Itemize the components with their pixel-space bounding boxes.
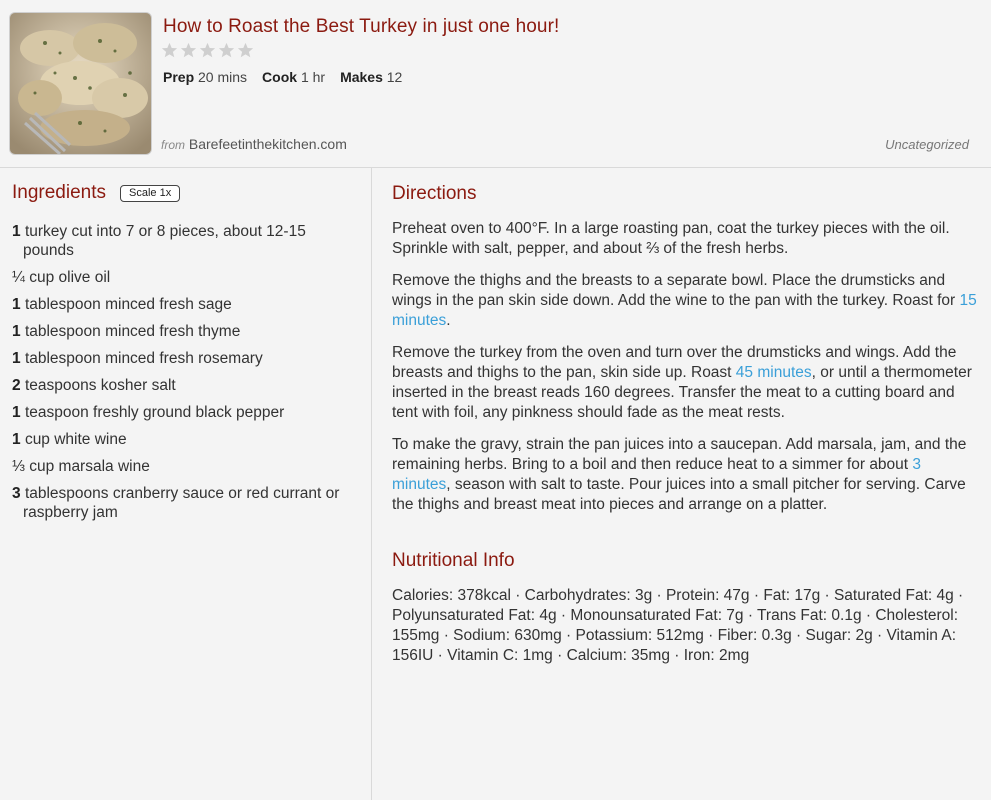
direction-steps bbox=[392, 219, 977, 515]
prep-label: Prep bbox=[163, 69, 195, 85]
prep-value: 20 mins bbox=[198, 69, 248, 85]
ingredient-quantity: 1 bbox=[12, 323, 21, 340]
timer-link[interactable]: 3 minutes bbox=[392, 456, 922, 493]
ingredient-text: cup white wine bbox=[24, 431, 127, 448]
direction-step bbox=[392, 271, 977, 331]
recipe-source bbox=[161, 136, 347, 152]
source-link[interactable]: Barefeetinthekitchen.com bbox=[188, 136, 347, 152]
direction-step bbox=[392, 343, 977, 423]
column-divider bbox=[371, 168, 372, 800]
timer-link[interactable]: 45 minutes bbox=[735, 364, 812, 381]
makes-label: Makes bbox=[340, 69, 383, 85]
step-text: Remove the thighs and the breasts to a separate bowl. Place the drumsticks and wings in the pan skin side down. Add the wine to the pan with the turkey. Roast for bbox=[392, 272, 960, 309]
direction-step bbox=[392, 219, 977, 259]
roast-turkey-image bbox=[10, 13, 151, 154]
ingredient-item bbox=[12, 268, 357, 287]
step-text: To make the gravy, strain the pan juices into a saucepan. Add marsala, jam, and the remaining herbs. Bring to a boil and then reduce heat to a simmer for about bbox=[392, 436, 967, 473]
cook-value: 1 hr bbox=[300, 69, 326, 85]
recipe-title: How to Roast the Best Turkey in just one hour! bbox=[163, 16, 560, 37]
ingredient-item bbox=[12, 222, 357, 260]
ingredient-text: tablespoon minced fresh thyme bbox=[24, 323, 241, 340]
ingredient-quantity: 1 bbox=[12, 223, 21, 240]
recipe-photo[interactable] bbox=[10, 13, 151, 154]
nutrition-facts: Calories: 378kcal · Carbohydrates: 3g · Protein: 47g · Fat: 17g · Saturated Fat: 4g · Polyunsaturated Fat: 4g · Monounsaturated Fat: 7g · Trans Fat: 0.1g · Cholesterol: 155mg · Sodium: 630mg · Potassium: 512mg · Fiber: 0.3g · Sugar: 2g · Vitamin A: 156IU · Vitamin C: 1mg · Calcium: 35mg · Iron: 2mg bbox=[392, 587, 964, 664]
ingredient-text: tablespoon minced fresh rosemary bbox=[24, 350, 263, 367]
star-icon[interactable] bbox=[161, 42, 178, 59]
direction-step bbox=[392, 435, 977, 515]
ingredient-item bbox=[12, 430, 357, 449]
step-text: , season with salt to taste. Pour juices into a small pitcher for serving. Carve the thighs and breast meat into pieces and arrange on a platter. bbox=[392, 476, 966, 513]
ingredient-text: tablespoon minced fresh sage bbox=[24, 296, 232, 313]
ingredient-text: teaspoon freshly ground black pepper bbox=[24, 404, 285, 421]
recipe-meta bbox=[163, 69, 417, 85]
ingredient-item bbox=[12, 349, 357, 368]
directions-title: Directions bbox=[392, 183, 477, 204]
timer-link[interactable]: 15 minutes bbox=[392, 292, 977, 329]
ingredient-quantity: 1 bbox=[12, 431, 21, 448]
ingredient-quantity: 3 bbox=[12, 485, 21, 502]
makes-value: 12 bbox=[386, 69, 403, 85]
ingredient-item bbox=[12, 295, 357, 314]
ingredient-text: teaspoons kosher salt bbox=[24, 377, 176, 394]
ingredient-quantity: 1 bbox=[12, 404, 21, 421]
step-text: . bbox=[446, 312, 451, 329]
star-icon[interactable] bbox=[199, 42, 216, 59]
star-icon[interactable] bbox=[237, 42, 254, 59]
ingredient-list bbox=[12, 222, 357, 522]
star-icon[interactable] bbox=[180, 42, 197, 59]
ingredient-item bbox=[12, 376, 357, 395]
ingredient-text: turkey cut into 7 or 8 pieces, about 12-15 pounds bbox=[23, 223, 306, 259]
nutrition-panel bbox=[392, 550, 982, 666]
ingredients-panel bbox=[12, 182, 357, 530]
ingredient-text: tablespoons cranberry sauce or red currant or raspberry jam bbox=[23, 485, 340, 521]
ingredient-quantity: 1 bbox=[12, 350, 21, 367]
star-icon[interactable] bbox=[218, 42, 235, 59]
rating-stars[interactable] bbox=[161, 42, 254, 59]
directions-panel bbox=[392, 183, 977, 527]
step-text: Remove the turkey from the oven and turn over the drumsticks and wings. Add the breasts and thighs to the pan, skin side up. Roast bbox=[392, 344, 957, 381]
ingredients-header bbox=[12, 182, 357, 204]
ingredient-text: ⅓ cup marsala wine bbox=[12, 458, 150, 475]
scale-button[interactable]: Scale 1x bbox=[120, 185, 180, 202]
cook-label: Cook bbox=[262, 69, 298, 85]
ingredient-text: ¼ cup olive oil bbox=[12, 269, 111, 286]
prep-time bbox=[163, 69, 247, 85]
step-text: , or until a thermometer inserted in the breast reads 160 degrees. Transfer the meat to a cutting board and tent with foil, any pinkness should fade as the meat rests. bbox=[392, 364, 972, 421]
ingredient-item bbox=[12, 457, 357, 476]
ingredient-quantity: 1 bbox=[12, 296, 21, 313]
recipe-category[interactable]: Uncategorized bbox=[885, 137, 969, 152]
step-text: Preheat oven to 400°F. In a large roasting pan, coat the turkey pieces with the oil. Sprinkle with salt, pepper, and about ⅔ of the fresh herbs. bbox=[392, 220, 950, 257]
nutrition-title: Nutritional Info bbox=[392, 550, 515, 571]
ingredient-item bbox=[12, 484, 357, 522]
source-prefix: from bbox=[161, 138, 185, 152]
recipe-header bbox=[0, 0, 991, 168]
ingredient-item bbox=[12, 322, 357, 341]
servings bbox=[340, 69, 402, 85]
ingredients-title: Ingredients bbox=[12, 182, 107, 203]
ingredient-item bbox=[12, 403, 357, 422]
ingredient-quantity: 2 bbox=[12, 377, 21, 394]
cook-time bbox=[262, 69, 325, 85]
